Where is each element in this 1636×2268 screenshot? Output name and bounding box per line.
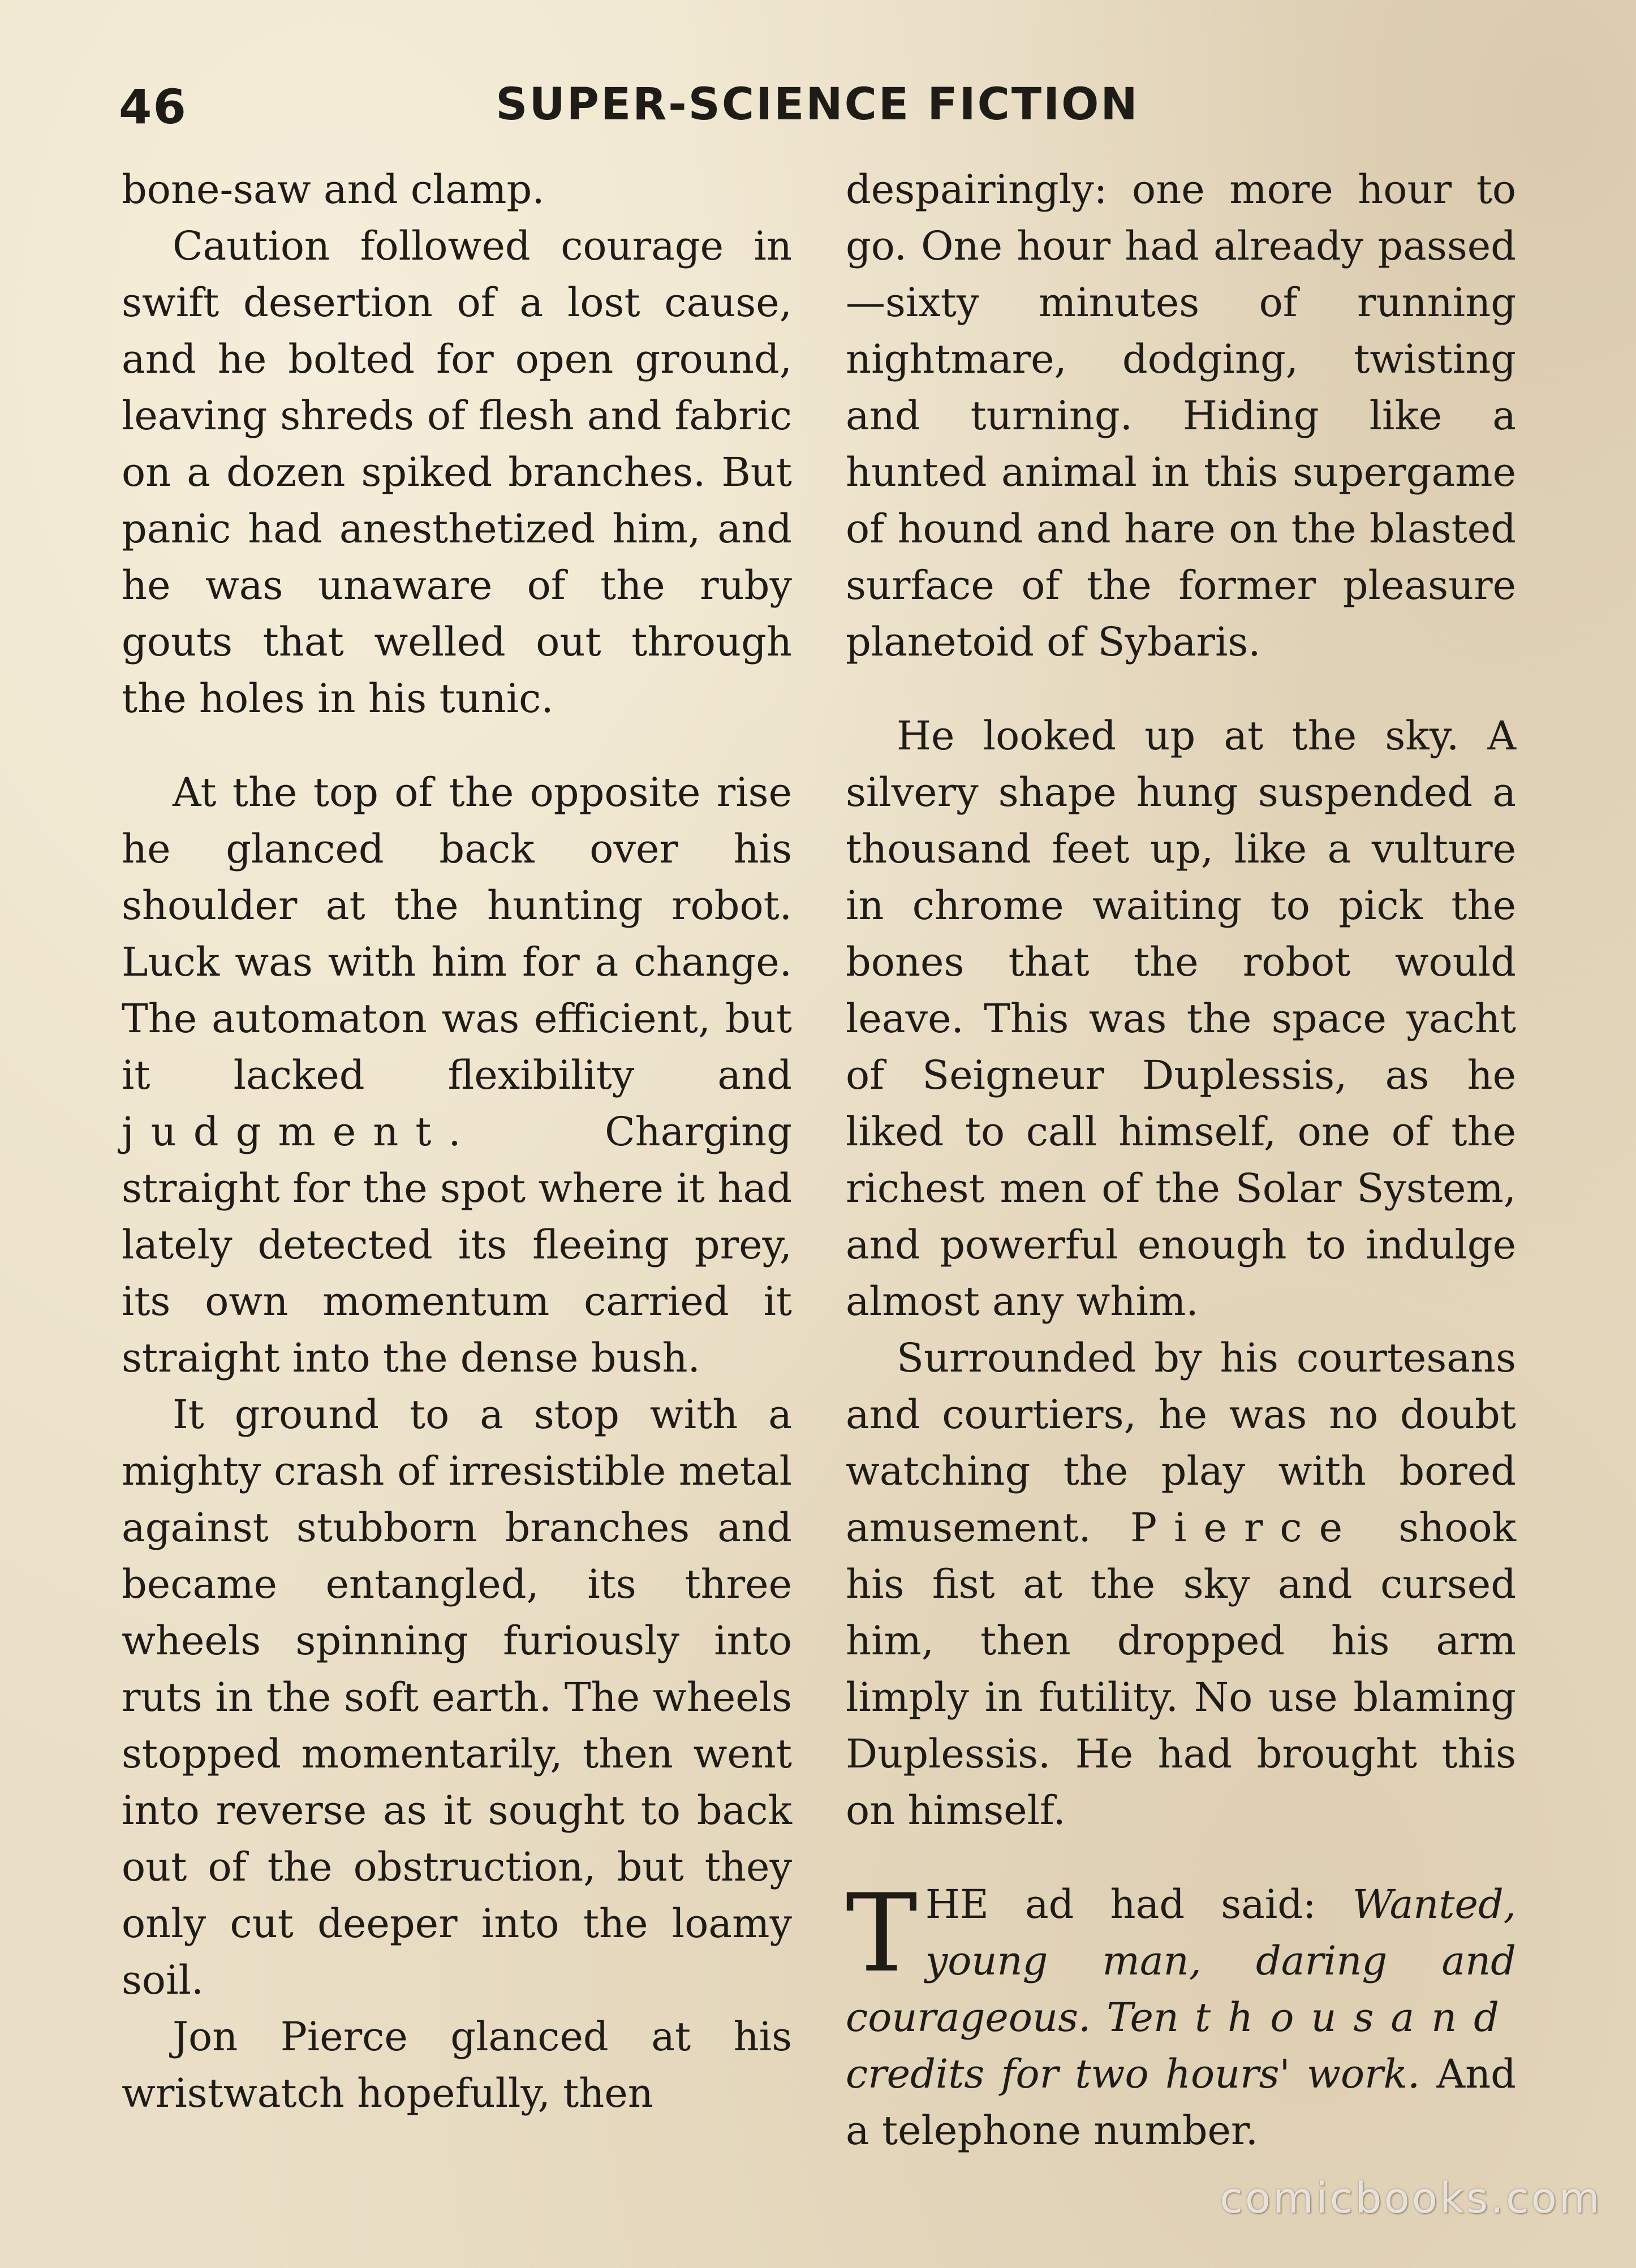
- paragraph: [122, 764, 792, 1386]
- letterspaced-word: Pierce: [1130, 1504, 1360, 1551]
- paragraph: bone-saw and clamp.: [122, 166, 545, 213]
- text-run: At the top of the opposite rise he glanced back over his shoulder at the hunting robot. Luck was with him for a change. The automaton was efficient, but it lacked flexibility and: [122, 769, 792, 1098]
- paragraph: [846, 1330, 1516, 1839]
- running-head: [119, 79, 1516, 141]
- italic-run: Wanted, young man, daring and courageous. Ten: [846, 1881, 1516, 2041]
- small-caps-run: HE: [925, 1881, 989, 1928]
- magazine-title: SUPER-SCIENCE FICTION: [496, 79, 1139, 130]
- paragraph: Jon Pierce glanced at his wristwatch hopefully, then: [122, 2013, 792, 2116]
- paragraph: despairingly: one more hour to go. One hour had already passed—sixty minutes of running nightmare, dodging, twisting and turning. Hiding like a hunted animal in this supergame of hound and hare on the blasted surface of the former pleasure planetoid of Sybaris.: [846, 166, 1516, 665]
- drop-cap: T: [846, 1871, 918, 1996]
- right-column: [846, 161, 1516, 2159]
- text-run: And a telephone number.: [846, 2051, 1516, 2154]
- paragraph: [846, 1871, 1516, 2159]
- text-run: shook his fist at the sky and cursed him, then dropped his arm limply in futility. No use blaming Duplessis. He had brought this on himself.: [846, 1504, 1516, 1834]
- italic-run: credits for two hours' work.: [846, 2051, 1420, 2097]
- italic-letterspaced-word: thousand: [1195, 1994, 1516, 2041]
- letterspaced-word: judgment.: [122, 1109, 478, 1155]
- text-run: Surrounded by his courtesans and courtiers, he was no doubt watching the play with bored amusement.: [846, 1335, 1516, 1551]
- text-run: ad had said:: [988, 1881, 1353, 1928]
- paragraph: Caution followed courage in swift desertion of a lost cause, and he bolted for open ground, leaving shreds of flesh and fabric on a dozen spiked branches. But panic had anesthetized him, and he was unaware of the ruby gouts that welled out through the holes in his tunic.: [122, 223, 792, 722]
- page-number: 46: [119, 79, 187, 135]
- left-column: [122, 161, 792, 2122]
- paragraph: He looked up at the sky. A silvery shape hung suspended a thousand feet up, like a vulture in chrome waiting to pick the bones that the robot would leave. This was the space yacht of Seigneur Duplessis, as he liked to call himself, one of the richest men of the Solar System, and powerful enough to indulge almost any whim.: [846, 713, 1516, 1325]
- watermark: comicbooks.com: [1220, 2174, 1602, 2223]
- text-run: Charging straight for the spot where it had lately detected its fleeing prey, its own momentum carried it straight into the dense bush.: [122, 1109, 792, 1381]
- paragraph: It ground to a stop with a mighty crash of irresistible metal against stubborn branches and became entangled, its three wheels spinning furiously into ruts in the soft earth. The wheels stopped momentarily, then went into reverse as it sought to back out of the obstruction, but they only cut deeper into the loamy soil.: [122, 1391, 792, 2003]
